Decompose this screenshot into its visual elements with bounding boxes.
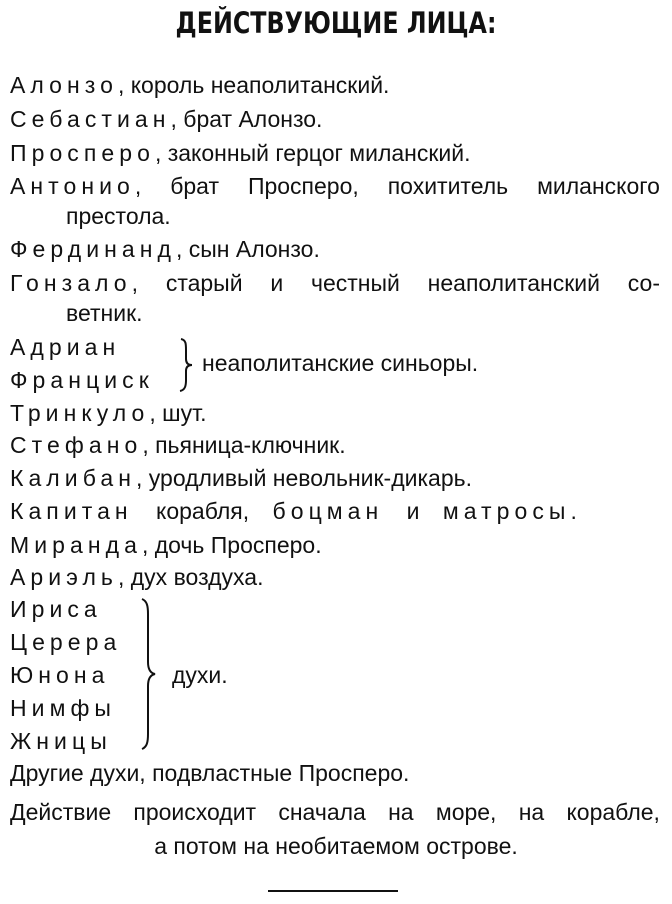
curly-brace-icon (138, 598, 158, 750)
description-word: со- (627, 270, 660, 296)
description-word: , (131, 270, 139, 296)
character-description-continued: ветник. (66, 300, 143, 326)
character-line (10, 234, 320, 264)
group-member-name: Ириса (10, 596, 102, 622)
character-name: Ариэль (10, 564, 118, 590)
character-line (10, 70, 389, 100)
description-word: брат (170, 173, 219, 199)
group-member-name: Юнона (10, 662, 110, 688)
character-description: , брат Алонзо. (170, 106, 323, 132)
setting-word: море, (435, 799, 497, 825)
setting-word: сначала (278, 799, 366, 825)
divider-rule (268, 890, 398, 892)
setting-line (10, 797, 660, 827)
character-name: Просперо (10, 140, 155, 166)
character-description: , сын Алонзо. (175, 236, 320, 262)
setting-word: происходит (133, 799, 257, 825)
description-word: , (134, 173, 142, 199)
setting-word: на (388, 799, 414, 825)
description-word: Просперо, (247, 173, 359, 199)
description-word: неаполитанский (427, 270, 600, 296)
character-name: Антонио (10, 173, 135, 199)
character-description-continued: престола. (66, 203, 171, 229)
character-line (10, 268, 660, 298)
character-line (10, 496, 582, 526)
character-description: , король неаполитанский. (117, 72, 390, 98)
character-name: Гонзало (10, 270, 132, 296)
group-member-name: Жницы (10, 728, 112, 754)
character-line (10, 562, 263, 592)
description-word: матросы. (442, 498, 582, 524)
curly-brace-icon (176, 338, 194, 392)
setting-word: Действие (10, 799, 112, 825)
character-line (10, 430, 346, 460)
description-word: похититель (387, 173, 509, 199)
character-name: Стефано (10, 432, 143, 458)
character-name: Алонзо (10, 72, 118, 98)
description-word: и (406, 498, 420, 524)
description-word: боцман (272, 498, 384, 524)
character-description: , дух воздуха. (117, 564, 264, 590)
character-name: Себастиан (10, 106, 171, 132)
group-label: неаполитанские синьоры. (202, 350, 479, 376)
description-word: и (270, 270, 284, 296)
group-label: духи. (172, 662, 228, 688)
description-word: миланского (537, 173, 660, 199)
character-name: Миранда (10, 532, 142, 558)
setting-continued: а потом на необитаемом острове. (154, 833, 518, 859)
group-member-name: Нимфы (10, 695, 117, 721)
character-line (10, 530, 322, 560)
character-description: , шут. (149, 400, 207, 426)
character-name: Калибан (10, 465, 137, 491)
character-description: , уродливый невольник-дикарь. (136, 465, 473, 491)
character-line (10, 171, 660, 201)
description-word: корабля, (156, 498, 250, 524)
character-name: Тринкуло (10, 400, 150, 426)
group-member-name: Церера (10, 629, 122, 655)
character-line (10, 104, 322, 134)
other-characters: Другие духи, подвластные Просперо. (10, 760, 410, 786)
character-line (10, 398, 206, 428)
character-description: , дочь Просперо. (141, 532, 322, 558)
group-member-name: Адриан (10, 334, 121, 360)
character-line (10, 463, 472, 493)
character-name: Фердинанд (10, 236, 176, 262)
character-description: , законный герцог миланский. (154, 140, 471, 166)
page-title: ДЕЙСТВУЮЩИЕ ЛИЦА: (175, 6, 497, 40)
character-name: Капитан (10, 498, 133, 524)
character-line (10, 138, 471, 168)
description-word: честный (310, 270, 400, 296)
description-word: старый (165, 270, 243, 296)
setting-word: корабле, (566, 799, 660, 825)
group-member-name: Франциск (10, 367, 154, 393)
setting-word: на (518, 799, 545, 825)
character-description: , пьяница-ключник. (142, 432, 346, 458)
